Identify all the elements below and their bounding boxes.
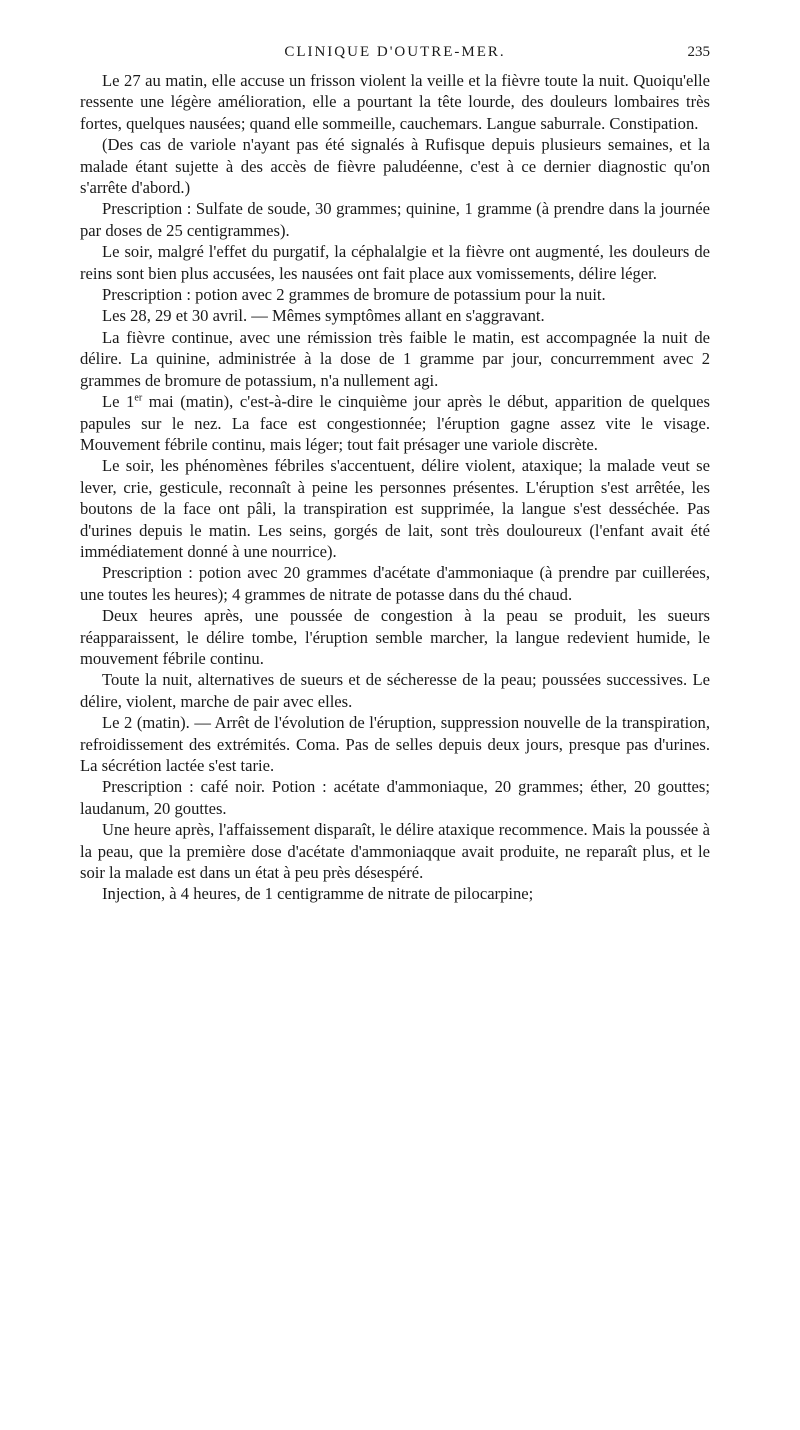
paragraph: La fièvre continue, avec une rémission très faible le matin, est accompagnée la nuit de délire. La quinine, administrée à la dose de 1 gramme par jour, concurremment avec 2 grammes de bromure de potassium, n'a nullement agi. [80, 327, 710, 390]
running-title: CLINIQUE D'OUTRE-MER. [284, 44, 506, 60]
paragraph: Le soir, les phénomènes fébriles s'accentuent, délire violent, ataxique; la malade veut se lever, crie, gesticule, reconnaît à peine les personnes présentes. L'éruption s'est arrêtée, les boutons de la face ont pâli, la transpiration est supprimée, la langue s'est desséchée. Pas d'urines depuis le matin. Les seins, gorgés de lait, sont très douloureux (l'enfant avait été immédiatement donné à une nourrice). [80, 456, 710, 561]
paragraph: Injection, à 4 heures, de 1 centigramme de nitrate de pilocarpine; [102, 884, 534, 904]
paragraph: Le 2 (matin). — Arrêt de l'évolution de l'éruption, suppression nouvelle de la transpiration, refroidissement des extrémités. Coma. Pas de selles depuis deux jours, presque pas d'urines. La sécrétion lactée s'est tarie. [80, 713, 710, 775]
paragraph: Prescription : potion avec 20 grammes d'acétate d'ammoniaque (à prendre par cuillerées, une toutes les heures); 4 grammes de nitrate de potasse dans du thé chaud. [80, 563, 710, 604]
paragraph: Une heure après, l'affaissement disparaît, le délire ataxique recommence. Mais la poussée à la peau, que la première dose d'acétate d'ammoniaqque avait produite, ne reparaît plus, et le soir la malade est dans un état à peu près désespéré. [80, 820, 710, 883]
book-page [80, 44, 710, 905]
paragraph-may-first [80, 391, 710, 455]
paragraph: Toute la nuit, alternatives de sueurs et de sécheresse de la peau; poussées successives. Le délire, violent, marche de pair avec elles. [80, 670, 710, 711]
paragraph: Le soir, malgré l'effet du purgatif, la céphalalgie et la fièvre ont augmenté, les douleurs de reins sont bien plus accusées, les nausées ont fait place aux vomissements, délire léger. [80, 242, 710, 283]
date-day: Le 1 [102, 392, 135, 412]
paragraph: Le 27 au matin, elle accuse un frisson violent la veille et la fièvre toute la nuit. Quoiqu'elle ressente une légère amélioration, elle a pourtant la tête lourde, des douleurs lombaires très fortes, quelques nausées; quand elle sommeille, cauchemars. Langue saburrale. Constipation. [80, 71, 710, 133]
paragraph: Deux heures après, une poussée de congestion à la peau se produit, les sueurs réapparaissent, le délire tombe, l'éruption semble marcher, la langue redevient humide, le mouvement fébrile continu. [80, 606, 710, 668]
body-text [80, 70, 710, 905]
running-head [80, 44, 710, 70]
paragraph: Prescription : potion avec 2 grammes de bromure de potassium pour la nuit. [102, 285, 606, 305]
paragraph: Prescription : Sulfate de soude, 30 grammes; quinine, 1 gramme (à prendre dans la journée par doses de 25 centigrammes). [80, 199, 710, 240]
page-number: 235 [687, 44, 710, 60]
paragraph: Prescription : café noir. Potion : acétate d'ammoniaque, 20 grammes; éther, 20 gouttes; laudanum, 20 gouttes. [80, 777, 710, 818]
paragraph-rest: mai (matin), c'est-à-dire le cinquième jour après le début, apparition de quelques papules sur le nez. La face est congestionnée; l'éruption gagne assez vite le visage. Mouvement fébrile continu, mais léger; tout fait présager une variole discrète. [80, 392, 710, 454]
paragraph: Les 28, 29 et 30 avril. — Mêmes symptômes allant en s'aggravant. [102, 306, 545, 326]
paragraph: (Des cas de variole n'ayant pas été signalés à Rufisque depuis plusieurs semaines, et la malade étant sujette à des accès de fièvre paludéenne, c'est à ce dernier diagnostic qu'on s'arrête d'abord.) [80, 135, 710, 198]
ordinal-superscript: er [134, 392, 143, 404]
